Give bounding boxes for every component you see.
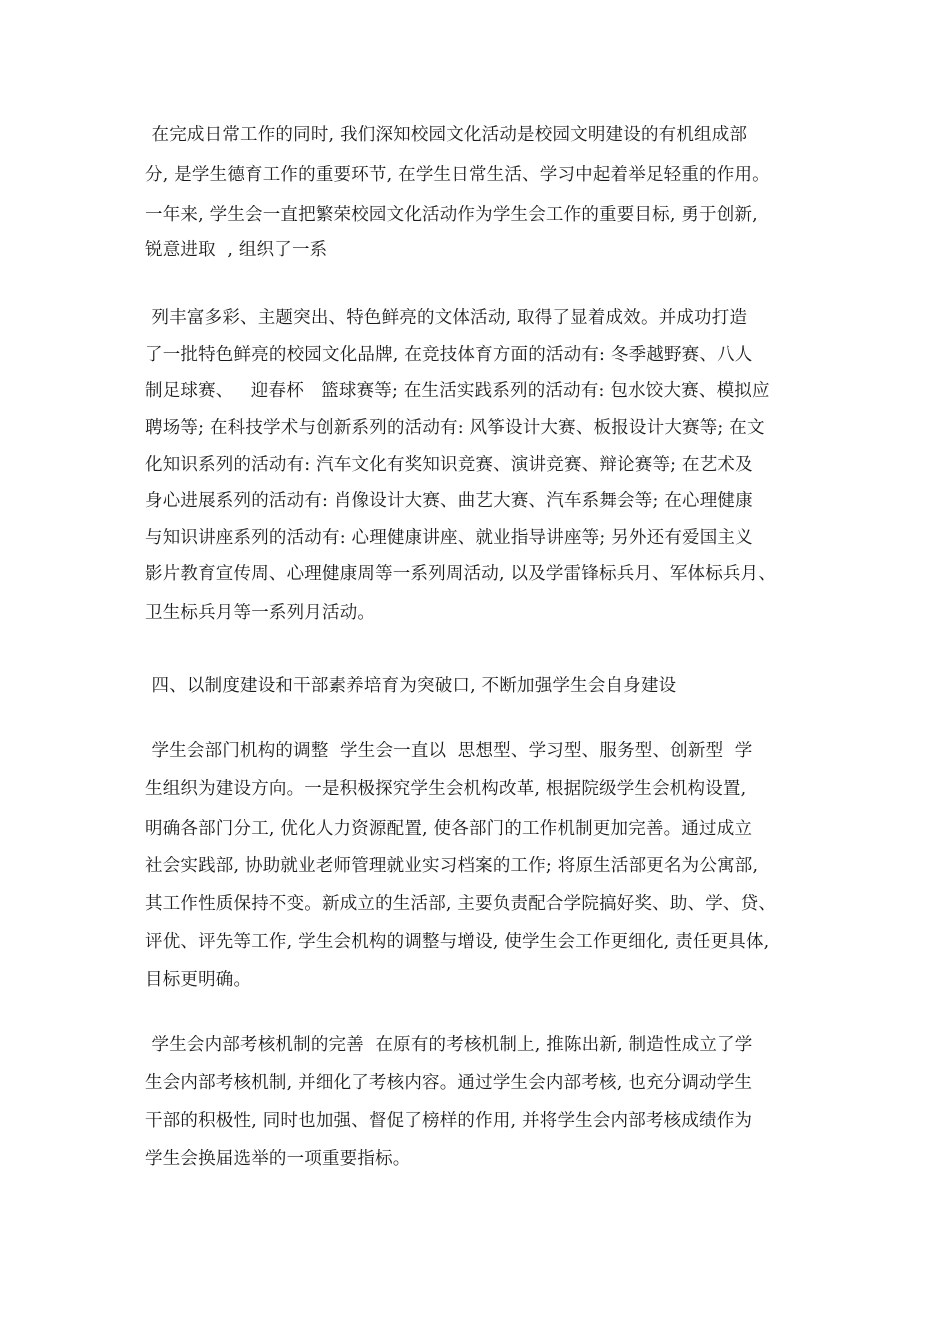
text-line: 一年来, 学生会一直把繁荣校园文化活动作为学生会工作的重要目标, 勇于创新,: [145, 205, 758, 225]
text-line: 影片教育宣传周、心理健康周等一系列周活动, 以及学雷锋标兵月、军体标兵月、: [145, 564, 777, 584]
text-line: 列丰富多彩、主题突出、特色鲜亮的文体活动, 取得了显着成效。并成功打造: [140, 308, 748, 328]
text-line: 了一批特色鲜亮的校园文化品牌, 在竞技体育方面的活动有: 冬季越野赛、八人: [145, 345, 753, 365]
text-line: 社会实践部, 协助就业老师管理就业实习档案的工作; 将原生活部更名为公寓部,: [145, 856, 759, 876]
section-heading: 四、以制度建设和干部素养培育为突破口, 不断加强学生会自身建设: [140, 676, 677, 696]
text-line: 干部的积极性, 同时也加强、督促了榜样的作用, 并将学生会内部考核成绩作为: [145, 1111, 753, 1131]
text-line: 卫生标兵月等一系列月活动。: [145, 603, 376, 623]
text-line: 在完成日常工作的同时, 我们深知校园文化活动是校园文明建设的有机组成部: [140, 125, 748, 145]
text-line: 学生会部门机构的调整 学生会一直以 思想型、学习型、服务型、创新型 学: [140, 741, 753, 761]
text-line: 与知识讲座系列的活动有: 心理健康讲座、就业指导讲座等; 另外还有爱国主义: [145, 528, 753, 548]
text-line: 明确各部门分工, 优化人力资源配置, 使各部门的工作机制更加完善。通过成立: [145, 819, 753, 839]
text-line: 化知识系列的活动有: 汽车文化有奖知识竞赛、演讲竞赛、辩论赛等; 在艺术及: [145, 455, 753, 475]
text-line: 学生会内部考核机制的完善 在原有的考核机制上, 推陈出新, 制造性成立了学: [140, 1035, 753, 1055]
text-line: 制足球赛、 迎春杯 篮球赛等; 在生活实践系列的活动有: 包水饺大赛、模拟应: [145, 381, 770, 401]
text-line: 目标更明确。: [145, 970, 252, 990]
text-line: 学生会换届选举的一项重要指标。: [145, 1149, 411, 1169]
text-line: 聘场等; 在科技学术与创新系列的活动有: 风筝设计大赛、板报设计大赛等; 在文: [145, 418, 765, 438]
text-line: 评优、评先等工作, 学生会机构的调整与增设, 使学生会工作更细化, 责任更具体,: [145, 932, 770, 952]
text-line: 生会内部考核机制, 并细化了考核内容。通过学生会内部考核, 也充分调动学生: [145, 1073, 753, 1093]
text-line: 身心进展系列的活动有: 肖像设计大赛、曲艺大赛、汽车系舞会等; 在心理健康: [145, 491, 753, 511]
text-line: 生组织为建设方向。一是积极探究学生会机构改革, 根据院级学生会机构设置,: [145, 779, 747, 799]
text-line: 锐意进取 , 组织了一系: [145, 240, 328, 260]
text-line: 分, 是学生德育工作的重要环节, 在学生日常生活、学习中起着举足轻重的作用。: [145, 165, 770, 185]
text-line: 其工作性质保持不变。新成立的生活部, 主要负责配合学院搞好奖、助、学、贷、: [145, 894, 777, 914]
